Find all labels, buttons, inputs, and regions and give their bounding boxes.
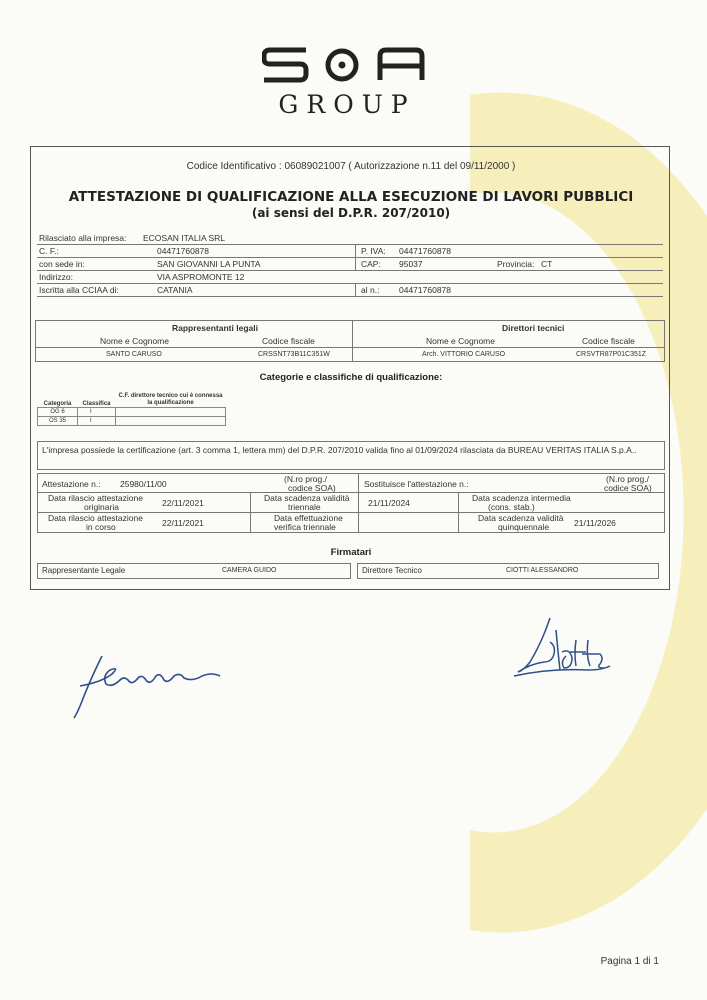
prov-label: Provincia: — [497, 259, 535, 269]
representatives-values — [35, 348, 665, 362]
aln-label: al n.: — [361, 285, 380, 295]
document-title: ATTESTAZIONE DI QUALIFICAZIONE ALLA ESECUZIONE DI LAVORI PUBBLICI — [68, 189, 634, 205]
row-sede — [37, 258, 663, 271]
legal-rep-signatory — [37, 563, 351, 579]
address-value: VIA ASPROMONTE 12 — [157, 272, 245, 282]
cf-value: 04471760878 — [157, 246, 210, 256]
triennial-value: 21/11/2024 — [368, 498, 410, 508]
company-info — [37, 232, 663, 297]
legal-reps-title: Rappresentanti legali — [172, 323, 258, 333]
legal-signatory-label: Rappresentante Legale — [42, 566, 126, 575]
prov-value: CT — [541, 259, 553, 269]
tech-director-name: Arch. VITTORIO CARUSO — [422, 351, 506, 358]
orig-label-1: Data rilascio attestazione — [48, 493, 143, 503]
categories-title: Categorie e classifiche di qualificazione: — [259, 372, 443, 383]
row-cciaa — [37, 284, 663, 297]
tech-directors-title: Direttori tecnici — [502, 323, 565, 333]
sede-value: SAN GIOVANNI LA PUNTA — [157, 259, 261, 269]
nro-label-2: codice SOA) — [288, 483, 336, 493]
row-cf — [37, 245, 663, 258]
cciaa-value: CATANIA — [157, 285, 193, 295]
piva-value: 04471760878 — [399, 246, 452, 256]
row-current-dates — [37, 513, 665, 533]
tech-name-header: Nome e Cognome — [426, 336, 495, 346]
legal-signatory-value: CAMERA GUIDO — [222, 567, 277, 574]
cls-cell: I — [78, 408, 116, 417]
nro2-label-1: (N.ro prog./ — [606, 474, 649, 484]
row-original-dates — [37, 493, 665, 513]
orig-label-2: originaria — [84, 502, 119, 512]
address-label: Indirizzo: — [39, 272, 74, 282]
cls-cell: I — [78, 417, 116, 426]
table-row — [38, 417, 226, 426]
cat-cell: OS 35 — [38, 417, 78, 426]
cf-cell — [116, 408, 226, 417]
document-subtitle: (ai sensi del D.P.R. 207/2010) — [251, 206, 451, 220]
identification-code: Codice Identificativo : 06089021007 ( Autorizzazione n.11 del 09/11/2000 ) — [186, 161, 516, 172]
cap-label: CAP: — [361, 259, 381, 269]
cat-cell: OG 6 — [38, 408, 78, 417]
current-value: 22/11/2021 — [162, 518, 204, 528]
table-row — [38, 408, 226, 417]
page-number: Pagina 1 di 1 — [600, 956, 659, 967]
representatives-header — [35, 320, 665, 348]
attestation-num-value: 25980/11/00 — [120, 479, 167, 489]
legal-rep-cf: CRSSNT73B11C351W — [258, 351, 330, 358]
cf-cell — [116, 417, 226, 426]
row-address — [37, 271, 663, 284]
logo-group-text: GROUP — [278, 90, 416, 119]
tech-signatory-value: CIOTTI ALESSANDRO — [506, 567, 579, 574]
intermediate-label-2: (cons. stab.) — [488, 502, 535, 512]
attestation-box — [30, 146, 670, 590]
piva-label: P. IVA: — [361, 246, 386, 256]
quinq-label-2: quinquennale — [498, 522, 550, 532]
quinq-label-1: Data scadenza validità — [478, 513, 564, 523]
tech-signatory-label: Direttore Tecnico — [362, 566, 422, 575]
legal-rep-signature — [62, 636, 232, 726]
current-label-1: Data rilascio attestazione — [48, 513, 143, 523]
tech-cf-header: Codice fiscale — [582, 336, 635, 346]
legal-name-header: Nome e Cognome — [100, 336, 169, 346]
quinq-value: 21/11/2026 — [574, 518, 616, 528]
subst-label: Sostituisce l'attestazione n.: — [364, 479, 469, 489]
row-issued — [37, 232, 663, 245]
verify-label-2: verifica triennale — [274, 522, 336, 532]
legal-cf-header: Codice fiscale — [262, 336, 315, 346]
categories-table — [37, 393, 226, 426]
issued-label: Rilasciato alla impresa: — [39, 233, 127, 243]
attestation-dates — [37, 473, 665, 533]
legal-rep-name: SANTO CARUSO — [106, 351, 162, 358]
issued-value: ECOSAN ITALIA SRL — [143, 233, 226, 243]
triennial-label-2: triennale — [288, 502, 321, 512]
cf-label: C. F.: — [39, 246, 59, 256]
cciaa-label: Iscritta alla CCIAA di: — [39, 285, 119, 295]
row-attestation-number — [37, 473, 665, 493]
nro-label-1: (N.ro prog./ — [284, 474, 327, 484]
sede-label: con sede in: — [39, 259, 85, 269]
col-categoria: Categoria — [43, 401, 72, 407]
tech-director-signature — [510, 612, 620, 682]
verify-label-1: Data effettuazione — [274, 513, 343, 523]
current-label-2: in corso — [86, 522, 116, 532]
cap-value: 95037 — [399, 259, 423, 269]
attestation-num-label: Attestazione n.: — [42, 479, 101, 489]
representatives-section — [35, 320, 665, 362]
col-cf-director: C.F. direttore tecnico cui è connessa la qualificazione — [118, 393, 223, 406]
aln-value: 04471760878 — [399, 285, 452, 295]
certification-text: L'impresa possiede la certificazione (art. 3 comma 1, lettera mm) del D.P.R. 207/2010 valida fino al 01/09/2024 rilasciata da BUREAU VERITAS ITALIA S.p.A.. — [37, 441, 665, 470]
orig-value: 22/11/2021 — [162, 498, 204, 508]
tech-director-cf: CRSVTR87P01C351Z — [576, 351, 647, 358]
nro2-label-2: codice SOA) — [604, 483, 652, 493]
col-classifica: Classifica — [82, 401, 111, 407]
triennial-label-1: Data scadenza validità — [264, 493, 350, 503]
signatories-title: Firmatari — [330, 547, 372, 558]
intermediate-label-1: Data scadenza intermedia — [472, 493, 571, 503]
tech-director-signatory — [357, 563, 659, 579]
